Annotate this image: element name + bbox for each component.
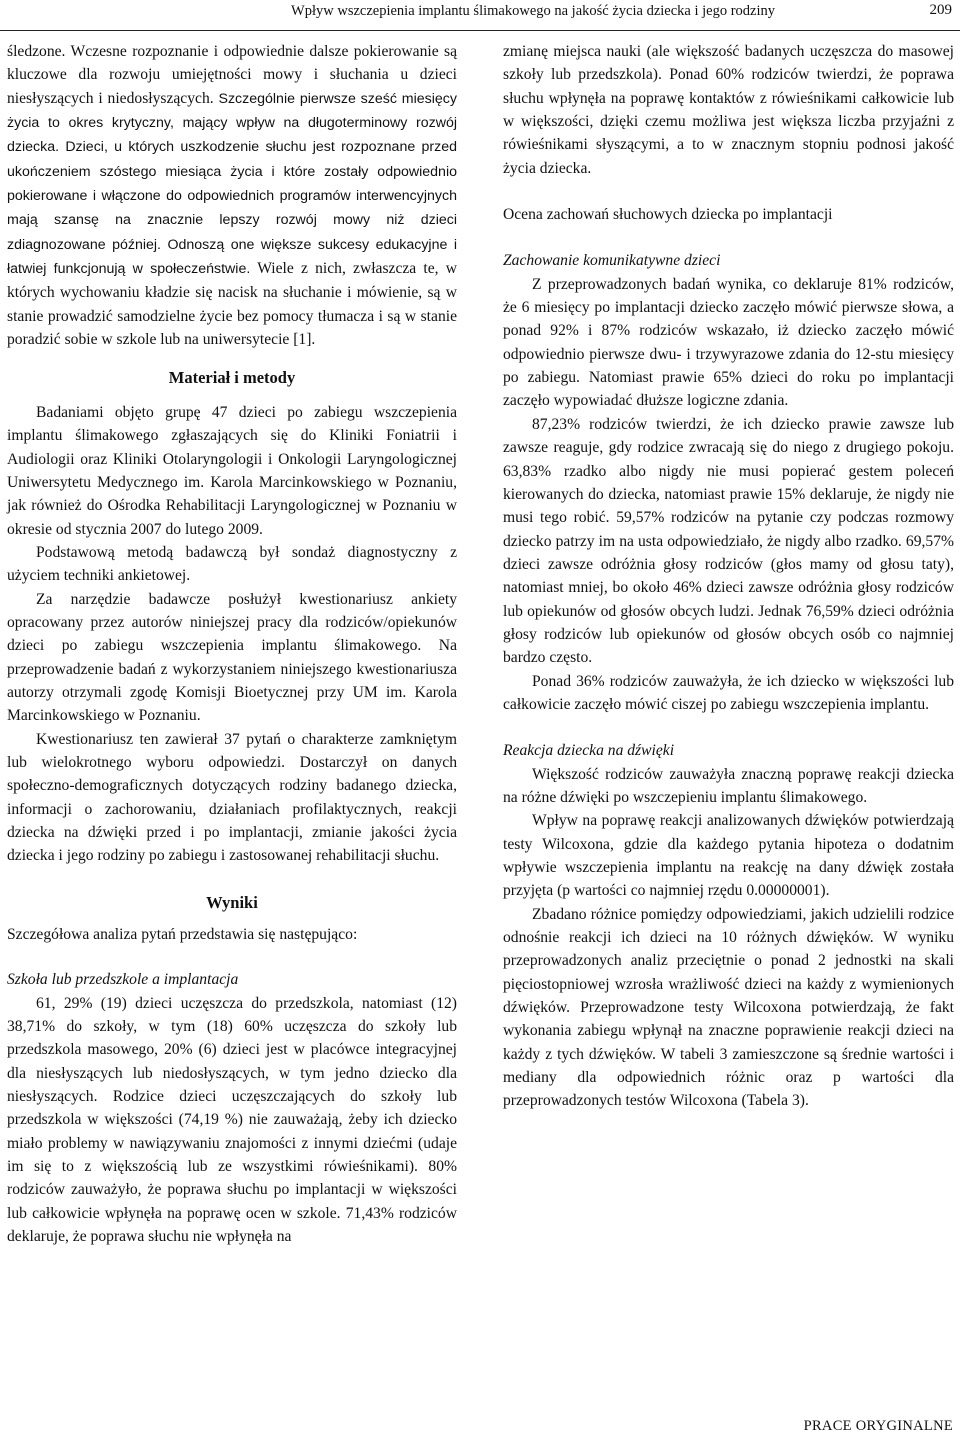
- methods-paragraph-2: Podstawową metodą badawczą był sondaż diagnostyczny z użyciem techniki ankietowej.: [7, 543, 457, 585]
- sound-paragraph-2: Wpływ na poprawę reakcji analizowanych dźwięków potwierdzają testy Wilcoxona, gdzie dla każdego pytania hipoteza o dodatnim wpływie wszczepienia implantu na reakcję na dany dźwięk została przyjęta (p wartości co najmniej rzędu 0.00000001).: [503, 812, 954, 900]
- communication-paragraph-2: 87,23% rodziców twierdzi, że ich dziecko prawie zawsze lub zawsze reaguje, gdy rodzice zwracają się do niego z drugiego pokoju. 63,83% rzadko albo nigdy nie musi popierać gestem poleceń kierowanych do dziecka, natomiast prawie 15% deklaruje, że nigdy nie musi tego robić. 59,57% rodziców na pytanie czy podczas rozmowy dziecko patrzy im na usta odpowiedziało, że nigdy albo rzadko. 69,57% dzieci zawsze odróżnia głosy rodziców (głos mamy od głosu taty), natomiast mniej, bo około 46% dzieci zawsze odróżnia głosy rodziców lub opiekunów od głosów obcych ludzi. Jednak 76,59% dzieci odróżnia głosy rodziców lub opiekunów od głosów obcych osób co najmniej bardzo często.: [503, 415, 954, 667]
- intro-text-b: Szczególnie pierwsze sześć miesięcy życia to okres krytyczny, mający wpływ na długoterminowy rozwój dziecka. Dzieci, u których uszkodzenie słuchu jest rozpoznane przed ukończeniem szóstego miesiąca życia i które zostały odpowiednio pokierowane i włączone do odpowiednich programów interwencyjnych mają szansę na znacznie lepszy rozwój mowy niż dzieci zdiagnozowane później. Odnoszą one większe sukcesy edukacyjne i łatwiej funkcjonują w społeczeństwie.: [7, 90, 457, 278]
- running-header: [0, 0, 960, 31]
- subhead-sound-reaction: Reakcja dziecka na dźwięki: [503, 742, 675, 760]
- communication-paragraph-3: Ponad 36% rodziców zauważyła, że ich dziecko w większości lub całkowicie zaczęło mówić ciszej po zabiegu wszczepienia implantu.: [503, 672, 954, 713]
- heading-results: Wyniki: [206, 892, 258, 912]
- heading-methods: Materiał i metody: [168, 368, 296, 388]
- results-intro: Szczegółowa analiza pytań przedstawia się następująco:: [7, 926, 358, 944]
- section-auditory-behaviour: Ocena zachowań słuchowych dziecka po implantacji: [503, 206, 833, 224]
- sound-paragraph-3: Zbadano różnice pomiędzy odpowiedziami, jakich udzielili rodzice odnośnie reakcji ich dzieci na 10 różnych dźwięków. W wyniku przeprowadzonych analiz przeciętnie o ponad 2 jednostki na skali pięciostopniowej wzrosła wrażliwość dzieci na każdy z wymienionych dźwięków. Przeprowadzone testy Wilcoxona potwierdzają, że fakt wykonania zabiegu wpłynął na znaczne poprawienie reakcji dzieci na każdy z tych dźwięków. W tabeli 3 zamieszczone są średnie wartości i mediany dla odpowiednich różnic oraz p wartości dla przeprowadzonych testów Wilcoxona (Tabela 3).: [503, 905, 954, 1110]
- continued-paragraph: zmianę miejsca nauki (ale większość badanych uczęszcza do masowej szkoły lub przedszkola). Ponad 60% rodziców twierdzi, że poprawa słuchu wpłynęła na poprawę kontaktów z rówieśnikami całkowicie lub w większości, dzięki czemu możliwa jest większa liczba przyjaźni z rówieśnikami słyszącymi, a to w znacznym stopniu podnosi jakość życia dziecka.: [503, 43, 954, 177]
- right-column: [503, 40, 954, 1113]
- left-column: [7, 40, 457, 1249]
- school-paragraph: 61, 29% (19) dzieci uczęszcza do przedszkola, natomiast (12) 38,71% do szkoły, w tym (18) 60% uczęszcza do szkoły lub przedszkola masowego, 20% (6) dzieci jest w placówce integracyjnej dla niesłyszących lub niedosłyszących, w tym jedno dziecko dla niesłyszących. Rodzice dzieci uczęszczających do szkoły lub przedszkola w większości (74,19 %) nie zauważają, żeby ich dziecko miało problemy w nawiązywaniu znajomości z innymi dziećmi (udaje im się to z większością lub ze wszystkimi rówieśnikami). 80% rodziców zauważyło, że poprawa słuchu po implantacji w większości lub całkowicie wpłynęła na poprawę ocen w szkole. 71,43% rodziców deklaruje, że poprawa słuchu nie wpłynęła na: [7, 994, 457, 1246]
- intro-text-c: Wiele z nich, zwłaszcza te, w których wychowaniu kładzie się nacisk na słuchanie i mówienie, są w stanie prowadzić samodzielne życie bez pomocy tłumacza i są w stanie poradzić sobie w szkole lub na uniwersytecie [1].: [7, 260, 458, 349]
- intro-paragraph: [7, 40, 457, 351]
- methods-paragraph-3: Za narzędzie badawcze posłużył kwestionariusz ankiety opracowany przez autorów niniejszej pracy dla rodziców/opiekunów dzieci po zabiegu wszczepienia implantu ślimakowego. Na przeprowadzenie badań z wykorzystaniem niniejszego kwestionariusza autorzy otrzymali zgodę Komisji Bioetycznej przy UM im. Karola Marcinkowskiego w Poznaniu.: [7, 590, 457, 725]
- running-title: Wpływ wszczepienia implantu ślimakowego na jakość życia dziecka i jego rodziny: [291, 3, 775, 19]
- subhead-communication: Zachowanie komunikatywne dzieci: [503, 252, 721, 270]
- methods-paragraph-1: Badaniami objęto grupę 47 dzieci po zabiegu wszczepienia implantu ślimakowego zgłaszających się do Kliniki Foniatrii i Audiologii oraz Kliniki Otolaryngologii i Onkologii Laryngologicznej Uniwersytetu Medycznego im. Karola Marcinkowskiego w Poznaniu, jak również do Ośrodka Rehabilitacji Laryngologicznej w Poznaniu w okresie od stycznia 2007 do lutego 2009.: [7, 403, 457, 538]
- sound-paragraph-1: Większość rodziców zauważyła znaczną poprawę reakcji dziecka na różne dźwięki po wszczepieniu implantu ślimakowego.: [503, 765, 954, 806]
- methods-paragraph-4: Kwestionariusz ten zawierał 37 pytań o charakterze zamkniętym lub wielokrotnego wyboru odpowiedzi. Dostarczył on danych społeczno-demograficznych dotyczących rodziny badanego dziecka, informacji o zachorowaniu, działaniach profilaktycznych, reakcji dziecka na dźwięki przed i po implantacji, zmianie jakości życia dziecka i jego rodziny po zabiegu i zastosowanej rehabilitacji słuchu.: [7, 730, 457, 865]
- intro-text-a: śledzone. Wczesne rozpoznanie i odpowiednie dalsze pokierowanie są kluczowe dla rozwoju umiejętności mowy i słuchania u dzieci niesłyszących i niedosłyszących.: [7, 43, 457, 107]
- communication-paragraph-1: Z przeprowadzonych badań wynika, co deklaruje 81% rodziców, że 6 miesięcy po implantacji dziecko zaczęło mówić pierwsze słowa, a ponad 92% i 87% rodziców wskazało, iż dziecko zaczęło mówić odpowiednio pierwsze dwu- i trzywyrazowe zdania do 12-stu miesięcy po zabiegu. Natomiast prawie 65% dzieci do roku po implantacji zaczęło wypowiadać dłuższe logiczne zdania.: [503, 275, 954, 410]
- footer-section-label: PRACE ORYGINALNE: [803, 1418, 953, 1434]
- subhead-school: Szkoła lub przedszkole a implantacja: [7, 971, 239, 989]
- page-number: 209: [929, 2, 952, 18]
